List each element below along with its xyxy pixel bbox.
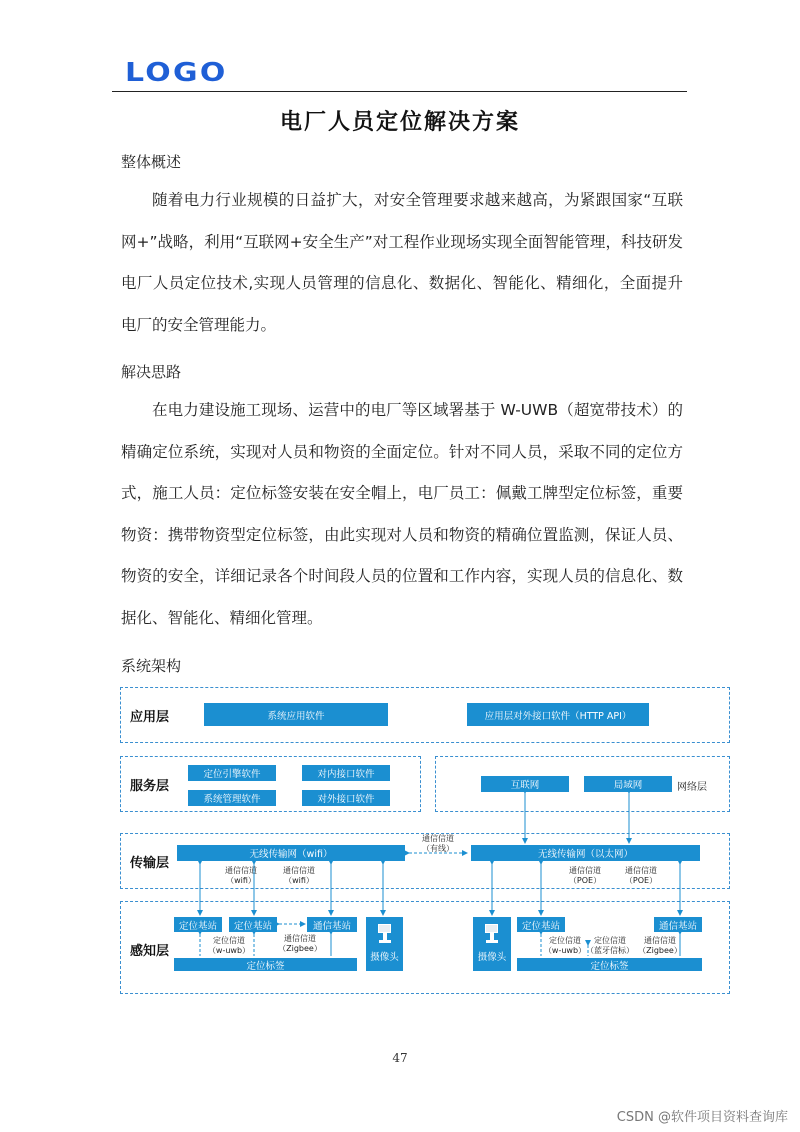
wifi-channel-label-2: 通信信道 （wifi） (283, 866, 315, 885)
service-layer-label: 服务层 (130, 779, 170, 794)
network-layer (435, 756, 730, 812)
wifi-network-block: 无线传输网（wifi） (177, 845, 405, 861)
ethernet-network-block: 无线传输网（以太网） (471, 845, 700, 861)
right-comm-station: 通信基站 (654, 917, 702, 932)
application-layer-label: 应用层 (130, 710, 170, 725)
system-management-software: 系统管理软件 (188, 790, 276, 806)
wired-channel-label: 通信信道 （有线） (422, 834, 454, 853)
section-heading-architecture: 系统架构 (121, 657, 182, 675)
right-bluetooth-channel-label: 定位信道 （蓝牙信标） (586, 936, 634, 955)
transport-layer-label: 传输层 (130, 856, 170, 871)
camera-icon (483, 923, 501, 945)
system-app-software: 系统应用软件 (204, 703, 388, 726)
watermark: CSDN @软件项目资料查询库 (616, 1110, 788, 1125)
right-zigbee-channel-label: 通信信道 （Zigbee） (638, 936, 682, 955)
perception-layer (120, 901, 730, 994)
left-positioning-tag: 定位标签 (174, 958, 357, 971)
section-heading-overview: 整体概述 (121, 153, 182, 171)
left-zigbee-channel-label: 通信信道 （Zigbee） (278, 934, 322, 953)
page-number: 47 (392, 1051, 408, 1065)
right-camera: 摄像头 (473, 917, 511, 971)
http-api-software: 应用层对外接口软件（HTTP API） (467, 703, 649, 726)
right-positioning-tag: 定位标签 (517, 958, 702, 971)
lan-block: 局域网 (584, 776, 672, 792)
poe-channel-label-1: 通信信道 （POE） (568, 866, 602, 885)
document-title: 电厂人员定位解决方案 (279, 110, 520, 135)
left-positioning-station-2: 定位基站 (229, 917, 277, 932)
poe-channel-label-2: 通信信道 （POE） (624, 866, 658, 885)
left-comm-station: 通信基站 (307, 917, 357, 932)
left-uwb-channel-label: 定位信道 （w-uwb） (207, 936, 251, 955)
camera-icon (376, 923, 394, 945)
right-uwb-channel-label: 定位信道 （w-uwb） (543, 936, 587, 955)
header-rule (112, 91, 687, 92)
internet-block: 互联网 (481, 776, 569, 792)
right-positioning-station: 定位基站 (517, 917, 565, 932)
transport-layer (120, 833, 730, 889)
left-camera: 摄像头 (366, 917, 403, 971)
internal-api-software: 对内接口软件 (302, 765, 390, 781)
positioning-engine-software: 定位引擎软件 (188, 765, 276, 781)
section-heading-approach: 解决思路 (121, 363, 182, 381)
wifi-channel-label-1: 通信信道 （wifi） (225, 866, 257, 885)
external-api-software: 对外接口软件 (302, 790, 390, 806)
network-layer-label: 网络层 (677, 782, 707, 793)
left-positioning-station-1: 定位基站 (174, 917, 222, 932)
paragraph-approach: 在电力建设施工现场、运营中的电厂等区域署基于 W-UWB（超宽带技术）的精确定位系统，实现对人员和物资的全面定位。针对不同人员，采取不同的定位方式，施工人员：定位标签安装在安全帽上，电厂员工：佩戴工牌型定位标签，重要物资：携带物资型定位标签，由此实现对人员和物资的精确位置监测，保证人员、物资的安全，详细记录各个时间段人员的位置和工作内容，实现人员的信息化、数据化、智能化、精细化管理。 (121, 401, 683, 627)
perception-layer-label: 感知层 (130, 944, 170, 959)
logo: LOGO (125, 58, 228, 88)
paragraph-overview: 随着电力行业规模的日益扩大，对安全管理要求越来越高，为紧跟国家“互联网+”战略，利用“互联网+安全生产”对工程作业现场实现全面智能管理，科技研发电厂人员定位技术,实现人员管理的信息化、数据化、智能化、精细化，全面提升电厂的安全管理能力。 (121, 191, 683, 334)
